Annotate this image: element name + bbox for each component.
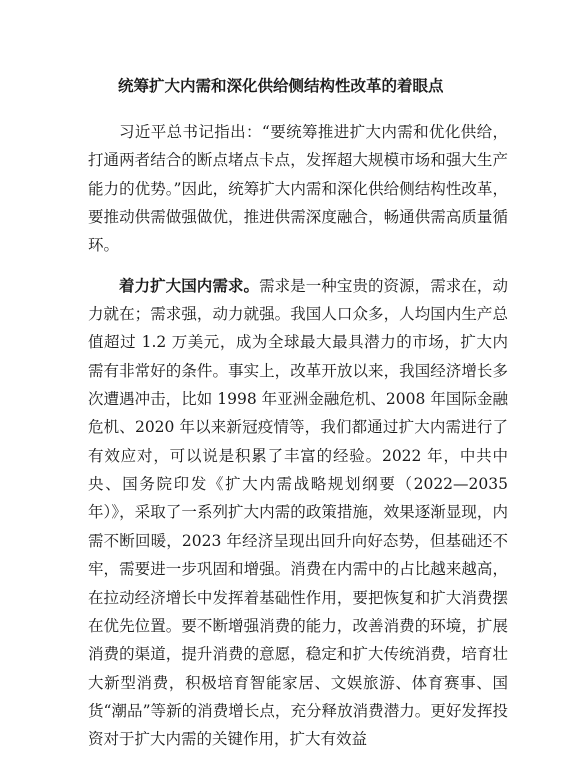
document-title: 统筹扩大内需和深化供给侧结构性改革的着眼点: [118, 76, 444, 95]
paragraph-domestic-demand-text: 需求是一种宝贵的资源，需求在，动力就在；需求强，动力就强。我国人口众多，人均国内生产总值超过 1.2 万美元，成为全球最大最具潜力的市场，扩大内需有非常好的条件。事实上，改革开放以来，我国经济增长多次遭遇冲击，比如 1998 年亚洲金融危机、2008 年国际金融危机、2020 年以来新冠疫情等，我们都通过扩大内需进行了有效应对，可以说是积累了丰富的经验。2022 年，中共中央、国务院印发《扩大内需战略规划纲要（2022—2035 年）》，采取了一系列扩大内需的政策措施，效果逐渐显现，内需不断回暖，2023 年经济呈现出回升向好态势，但基础还不牢，需要进一步巩固和增强。消费在内需中的占比越来越高，在拉动经济增长中发挥着基础性作用，要把恢复和扩大消费摆在优先位置。要不断增强消费的能力，改善消费的环境，扩展消费的渠道，提升消费的意愿，稳定和扩大传统消费，培育壮大新型消费，积极培育智能家居、文娱旅游、体育赛事、国货“潮品”等新的消费增长点，充分释放消费潜力。更好发挥投资对于扩大内需的关键作用，扩大有效益: [88, 276, 508, 749]
paragraph-lead-heading: 着力扩大国内需求。: [119, 275, 260, 295]
document-body: [88, 118, 508, 754]
paragraph-intro: 习近平总书记指出：“要统筹推进扩大内需和优化供给，打通两者结合的断点堵点卡点，发挥超大规模市场和强大生产能力的优势。”因此，统筹扩大内需和深化供给侧结构性改革，要推动供需做强做优，推进供需深度融合，畅通供需高质量循环。: [88, 123, 508, 255]
paragraph-domestic-demand: [88, 272, 508, 754]
